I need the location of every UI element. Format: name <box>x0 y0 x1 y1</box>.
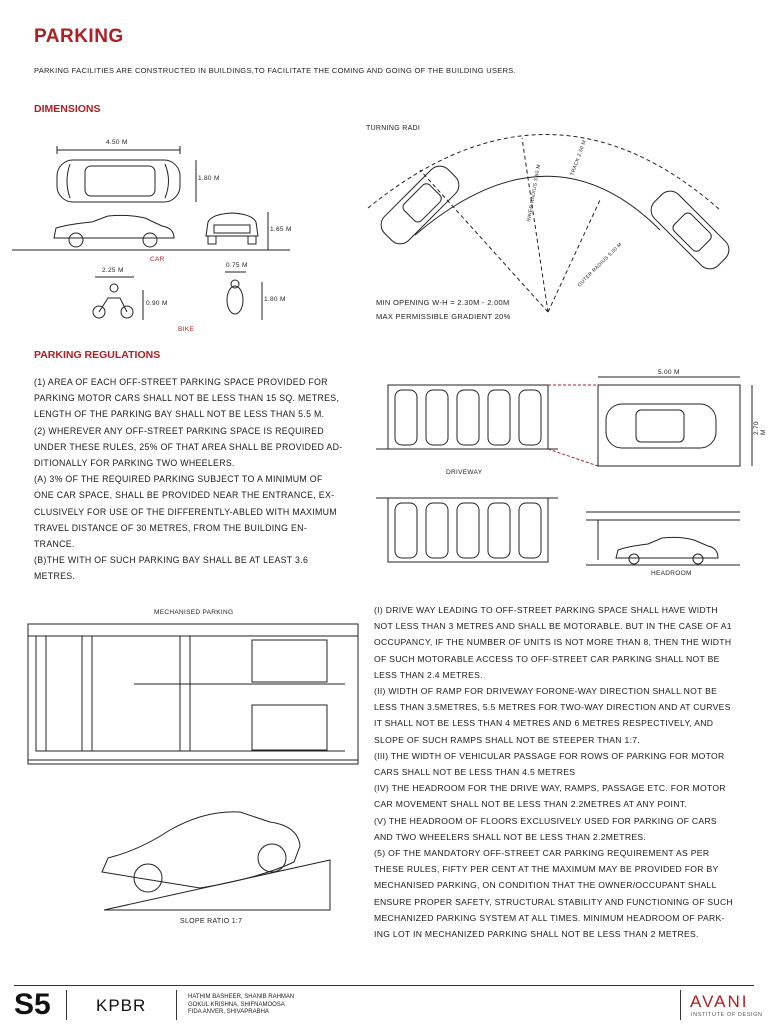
author-names: HATHIM BASHEER, SHANIB RAHMAN GOKUL KRISHNA, SHIFNAMOOSA FIDA ANVER, SHIVAPRABHA <box>188 994 295 1015</box>
dimensions-heading: DIMENSIONS <box>34 103 101 115</box>
regulations-right-text: (I) DRIVE WAY LEADING TO OFF-STREET PARKING SPACE SHALL HAVE WIDTH NOT LESS THAN 3 METRES AND SHALL BE MOTORABLE. BUT IN THE CASE OF A1 OCCUPANCY, IF THE NUMBER OF UNITS IS NOT MORE THAN 8, THEN THE WIDTH OF SUCH MOTORABLE ACCESS TO OFF-STREET CAR PARKING SHALL NOT BE LESS THAN 2.4 METRES. (II) WIDTH OF RAMP FOR DRIVEWAY FORONE-WAY DIRECTION SHALL NOT BE LESS THAN 3.5METRES, 5.5 METRES FOR TWO-WAY DIRECTION AND AT CURVES IT SHALL NOT BE LESS THAN 4 METRES AND 6 METRES RESPECTIVELY, AND SLOPE OF SUCH RAMPS SHALL NOT BE STEEPER THAN 1:7. (III) THE WIDTH OF VEHICULAR PASSAGE FOR ROWS OF PARKING FOR MOTOR CARS SHALL NOT BE LESS THAN 4.5 METRES (IV) THE HEADROOM FOR THE DRIVE WAY, RAMPS, PASSAGE ETC. FOR MOTOR CAR MOVEMENT SHALL NOT BE LESS THAN 2.2METRES AT ANY POINT. (V) THE HEADROOM OF FLOORS EXCLUSIVELY USED FOR PARKING OF CARS AND TWO WHEELERS SHALL NOT BE LESS THAN 2.2METRES. (5) OF THE MANDATORY OFF-STREET CAR PARKING REQUIREMENT AS PER THESE RULES, FIFTY PER CENT AT THE MAXIMUM MAY BE PROVIDED FOR BY MECHANISED PARKING, ON CONDITION THAT THE OWNER/OCCUPANT SHALL ENSURE PROPER SAFETY, STRUCTURAL STABILITY AND FUNCTIONING OF SUCH MECHANIZED PARKING SYSTEM AT ALL TIMES. MINIMUM HEADROOM OF PARK- ING LOT IN MECHANIZED PARKING SHALL NOT BE LESS THAN 2 METRES. <box>374 605 733 940</box>
regulations-heading: PARKING REGULATIONS <box>34 349 161 361</box>
driveway-label: DRIVEWAY <box>446 469 483 476</box>
parking-layout-plan <box>376 385 598 562</box>
min-opening-label: MIN OPENING W-H = 2.30M - 2.00M <box>376 298 510 307</box>
car-front-view <box>206 212 268 250</box>
car-top-view <box>57 146 196 202</box>
project-code: KPBR <box>96 996 147 1015</box>
headroom-diagram <box>586 512 740 565</box>
slope-car-diagram <box>102 812 330 910</box>
page-title: PARKING <box>34 26 124 47</box>
bike-label: BIKE <box>178 326 195 333</box>
bike-drawings <box>93 272 262 320</box>
intro-text: PARKING FACILITIES ARE CONSTRUCTED IN BUILDINGS,TO FACILITATE THE COMING AND GOING OF THE BUILDING USERS. <box>34 66 516 75</box>
car-height-label: 1.65 M <box>270 226 292 233</box>
car-width-label: 1.80 M <box>198 175 220 182</box>
footer-separator <box>66 990 67 1020</box>
bay-length-label: 5.00 M <box>658 369 680 376</box>
sheet-number: S5 <box>14 988 51 1021</box>
bike-height2-label: 1.80 M <box>264 296 286 303</box>
bike-length-label: 2.25 M <box>102 267 124 274</box>
track-label: TRACK 2.50 M <box>569 139 588 177</box>
turning-radius-diagram <box>368 134 734 312</box>
parking-bay-detail <box>598 377 752 466</box>
turning-title: TURNING RADI <box>366 125 421 132</box>
car-length-label: 4.50 M <box>106 139 128 146</box>
bike-height1-label: 0.90 M <box>146 300 168 307</box>
slope-ratio-label: SLOPE RATIO 1:7 <box>180 918 243 925</box>
regulations-left-text: (1) AREA OF EACH OFF-STREET PARKING SPACE PROVIDED FOR PARKING MOTOR CARS SHALL NOT BE LESS THAN 15 SQ. METRES, LENGTH OF THE PARKING BAY SHALL NOT BE LESS THAN 5.5 M. (2) WHEREVER ANY OFF-STREET PARKING SPACE IS REQUIRED UNDER THESE RULES, 25% OF THAT AREA SHALL BE PROVIDED AD- DITIONALLY FOR PARKING TWO WHEELERS. (A) 3% OF THE REQUIRED PARKING SUBJECT TO A MINIMUM OF ONE CAR SPACE, SHALL BE PROVIDED NEAR THE ENTRANCE, EX- CLUSIVELY FOR USE OF THE DIFFERENTLY-ABLED WITH MAXIMUM TRAVEL DISTANCE OF 30 METRES, FROM THE BUILDING EN- TRANCE. (B)THE WITH OF SUCH PARKING BAY SHALL BE AT LEAST 3.6 METRES. <box>34 377 343 582</box>
outer-radius-label: OUTER RADIUS 5.00 M <box>576 241 624 289</box>
footer-divider <box>14 985 754 986</box>
brand-subtitle: INSTITUTE OF DESIGN <box>691 1012 763 1018</box>
max-gradient-label: MAX PERMISSIBLE GRADIENT 20% <box>376 312 511 321</box>
car-label: CAR <box>150 256 165 263</box>
footer-separator <box>176 990 177 1020</box>
inner-radius-label: INNER RADIUS 3.50 M <box>526 163 543 223</box>
bay-width-label: 2.70 M <box>753 421 767 435</box>
footer-separator <box>680 990 681 1020</box>
mechanised-title: MECHANISED PARKING <box>154 609 234 616</box>
bike-width-label: 0.75 M <box>226 262 248 269</box>
headroom-label: HEADROOM <box>651 570 692 577</box>
brand-logo: AVANI <box>690 992 749 1011</box>
mechanised-parking-diagram <box>28 624 358 764</box>
